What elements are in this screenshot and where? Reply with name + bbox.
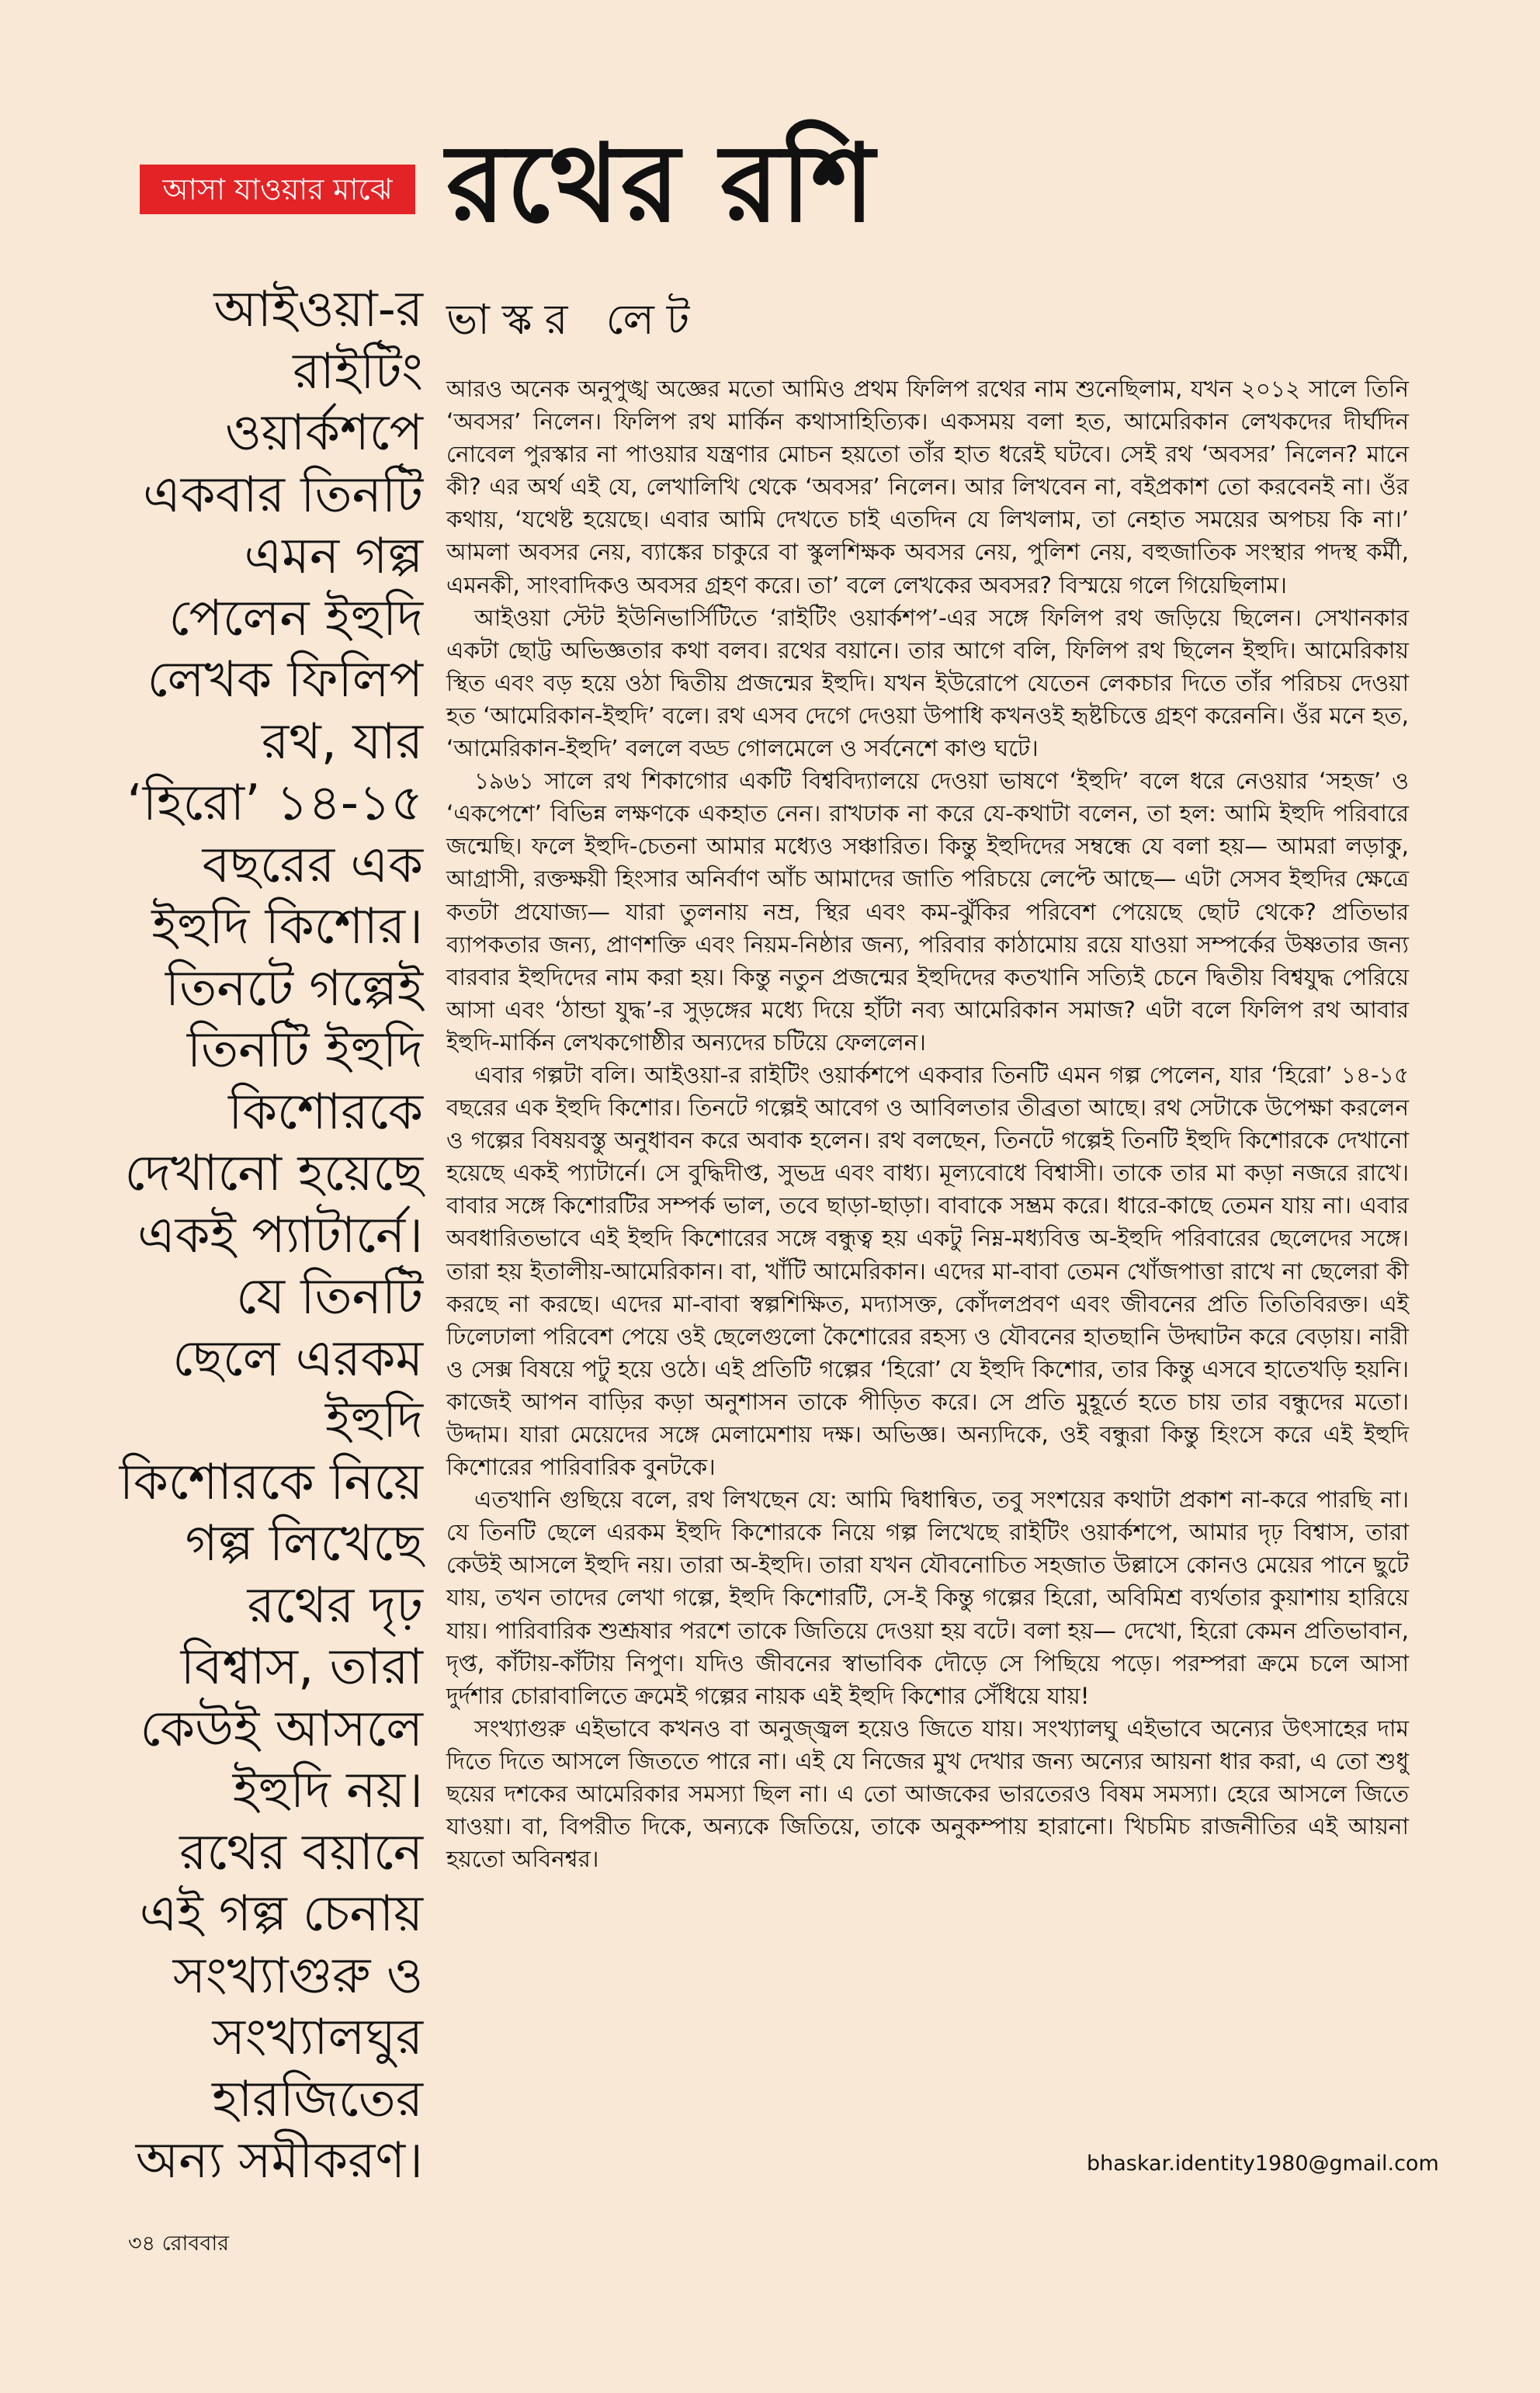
article-body (446, 373, 1409, 1875)
page-folio: ৩৪ রোববার (128, 2232, 230, 2256)
article-paragraph: আইওয়া স্টেট ইউনিভার্সিটিতে ‘রাইটিং ওয়ার্কশপ’-এর সঙ্গে ফিলিপ রথ জড়িয়ে ছিলেন। সেখানকার একটা ছোট্ট অভিজ্ঞতার কথা বলব। রথের বয়ানে। তার আগে বলি, ফিলিপ রথ ছিলেন ইহুদি। আমেরিকায় স্থিত এবং বড় হয়ে ওঠা দ্বিতীয় প্রজন্মের ইহুদি। যখন ইউরোপে যেতেন লেকচার দিতে তাঁর পরিচয় দেওয়া হত ‘আমেরিকান-ইহুদি’ বলে। রথ এসব দেগে দেওয়া উপাধি কখনওই হৃষ্টচিত্তে গ্রহণ করেননি। ওঁর মনে হত, ‘আমেরিকান-ইহুদি’ বললে বড্ড গোলমেলে ও সর্বনেশে কাণ্ড ঘটে। (446, 604, 1409, 762)
article-paragraph: আরও অনেক অনুপুঙ্খ অজ্ঞের মতো আমিও প্রথম ফিলিপ রথের নাম শুনেছিলাম, যখন ২০১২ সালে তিনি ‘অবসর’ নিলেন। ফিলিপ রথ মার্কিন কথাসাহিত্যিক। একসময় বলা হত, আমেরিকান লেখকদের দীর্ঘদিন নোবেল পুরস্কার না পাওয়ার যন্ত্রণার মোচন হয়তো তাঁর হাত ধরেই ঘটবে। সেই রথ ‘অবসর’ নিলেন? মানে কী? এর অর্থ এই যে, লেখালিখি থেকে ‘অবসর’ নিলেন। আর লিখবেন না, বইপ্রকাশ তো করবেনই না। ওঁর কথায়, ‘যথেষ্ট হয়েছে। এবার আমি দেখতে চাই এতদিন যে লিখলাম, তা নেহাত সময়ের অপচয় কি না।’ আমলা অবসর নেয়, ব্যাঙ্কের চাকুরে বা স্কুলশিক্ষক অবসর নেয়, পুলিশ নেয়, বহুজাতিক সংস্থার পদস্থ কর্মী, এমনকী, সাংবাদিকও অবসর গ্রহণ করে। তা’ বলে লেখকের অবসর? বিস্ময়ে গলে গিয়েছিলাম। (446, 376, 1409, 598)
byline: ভাস্কর লেট (446, 295, 702, 344)
article-paragraph: এবার গল্পটা বলি। আইওয়া-র রাইটিং ওয়ার্কশপে একবার তিনটি এমন গল্প পেলেন, যার ‘হিরো’ ১৪-১৫ বছরের এক ইহুদি কিশোর। তিনটে গল্পেই আবেগ ও আবিলতার তীব্রতা আছে। রথ সেটাকে উপেক্ষা করলেন ও গল্পের বিষয়বস্তু অনুধাবন করে অবাক হলেন। রথ বলছেন, তিনটে গল্পেই তিনটি ইহুদি কিশোরকে দেখানো হয়েছে একই প্যাটার্নে। সে বুদ্ধিদীপ্ত, সুভদ্র এবং বাধ্য। মূল্যবোধে বিশ্বাসী। তাকে তার মা কড়া নজরে রাখে। বাবার সঙ্গে কিশোরটির সম্পর্ক ভাল, তবে ছাড়া-ছাড়া। বাবাকে সম্ভ্রম করে। ধারে-কাছে তেমন যায় না। এবার অবধারিতভাবে এই ইহুদি কিশোরের সঙ্গে বন্ধুত্ব হয় একটু নিম্ন-মধ্যবিত্ত অ-ইহুদি পরিবারের ছেলেদের সঙ্গে। তারা হয় ইতালীয়-আমেরিকান। বা, খাঁটি আমেরিকান। এদের মা-বাবা তেমন খোঁজপাত্তা রাখে না ছেলেরা কী করছে না করছে। এদের মা-বাবা স্বল্পশিক্ষিত, মদ্যাসক্ত, কোঁদলপ্রবণ এবং জীবনের প্রতি তিতিবিরক্ত। এই ঢিলেঢালা পরিবেশ পেয়ে ওই ছেলেগুলো কৈশোরের রহস্য ও যৌবনের হাতছানি উদ্ঘাটন করে বেড়ায়। নারী ও সেক্স বিষয়ে পটু হয়ে ওঠে। এই প্রতিটি গল্পের ‘হিরো’ যে ইহুদি কিশোর, তার কিন্তু এসবে হাতেখড়ি হয়নি। কাজেই আপন বাড়ির কড়া অনুশাসন তাকে পীড়িত করে। সে প্রতি মুহূর্তে হতে চায় তার বন্ধুদের মতো। উদ্দাম। যারা মেয়েদের সঙ্গে মেলামেশায় দক্ষ। অভিজ্ঞ। অন্যদিকে, ওই বন্ধুরা কিন্তু হিংসে করে এই ইহুদি কিশোরের পারিবারিক বুনটকে। (446, 1061, 1409, 1481)
article-paragraph: এতখানি গুছিয়ে বলে, রথ লিখছেন যে: আমি দ্বিধান্বিত, তবু সংশয়ের কথাটা প্রকাশ না-করে পারছি না। যে তিনটি ছেলে এরকম ইহুদি কিশোরকে নিয়ে গল্প লিখেছে রাইটিং ওয়ার্কশপে, আমার দৃঢ় বিশ্বাস, তারা কেউই আসলে ইহুদি নয়। তারা অ-ইহুদি। তারা যখন যৌবনোচিত সহজাত উল্লাসে কোনও মেয়ের পানে ছুটে যায়, তখন তাদের লেখা গল্পে, ইহুদি কিশোরটি, সে-ই কিন্তু গল্পের হিরো, অবিমিশ্র ব্যর্থতার কুয়াশায় হারিয়ে যায়। পারিবারিক শুশ্রূষার পরশে তাকে জিতিয়ে দেওয়া হয় বটে। বলা হয়— দেখো, হিরো কেমন প্রতিভাবান, দৃপ্ত, কাঁটায়-কাঁটায় নিপুণ। যদিও জীবনের স্বাভাবিক দৌড়ে সে পিছিয়ে পড়ে। পরম্পরা ক্রমে চলে আসা দুর্দশার চোরাবালিতে ক্রমেই গল্পের নায়ক এই ইহুদি কিশোর সেঁধিয়ে যায়! (446, 1486, 1409, 1709)
article-paragraph: ১৯৬১ সালে রথ শিকাগোর একটি বিশ্ববিদ্যালয়ে দেওয়া ভাষণে ‘ইহুদি’ বলে ধরে নেওয়ার ‘সহজ’ ও ‘একপেশে’ বিভিন্ন লক্ষণকে একহাত নেন। রাখঢাক না করে যে-কথাটা বলেন, তা হল: আমি ইহুদি পরিবারে জন্মেছি। ফলে ইহুদি-চেতনা আমার মধ্যেও সঞ্চারিত। কিন্তু ইহুদিদের সম্বন্ধে যে বলা হয়— আমরা লড়াকু, আগ্রাসী, রক্তক্ষয়ী হিংসার অনির্বাণ আঁচ আমাদের জাতি পরিচয়ে লেপ্টে আছে— এটা সেসব ইহুদির ক্ষেত্রে কতটা প্রযোজ্য— যারা তুলনায় নম্র, স্থির এবং কম-ঝুঁকির পরিবেশ পেয়েছে ছোট থেকে? প্রতিভার ব্যাপকতার জন্য, প্রাণশক্তি এবং নিয়ম-নিষ্ঠার জন্য, পরিবার কাঠামোয় রয়ে যাওয়া সম্পর্কের উষ্ণতার জন্য বারবার ইহুদিদের নাম করা হয়। কিন্তু নতুন প্রজন্মের ইহুদিদের কতখানি সত্যিই চেনে দ্বিতীয় বিশ্বযুদ্ধ পেরিয়ে আসা এবং ‘ঠান্ডা যুদ্ধ’-র সুড়ঙ্গের মধ্যে দিয়ে হাঁটা নব্য আমেরিকান সমাজ? এটা বলে ফিলিপ রথ আবার ইহুদি-মার্কিন লেখকগোষ্ঠীর অন্যদের চটিয়ে ফেললেন। (446, 768, 1409, 1056)
headline: রথের রশি (446, 121, 876, 246)
column-tag: আসা যাওয়ার মাঝে (140, 165, 415, 214)
pull-quote: আইওয়া-র রাইটিং ওয়ার্কশপে একবার তিনটি এমন গল্প পেলেন ইহুদি লেখক ফিলিপ রথ, যার ‘হিরো’ ১৪-১৫ বছরের এক ইহুদি কিশোর। তিনটে গল্পেই তিনটি ইহুদি কিশোরকে দেখানো হয়েছে একই প্যাটার্নে। যে তিনটি ছেলে এরকম ইহুদি কিশোরকে নিয়ে গল্প লিখেছে রথের দৃঢ় বিশ্বাস, তারা কেউই আসলে ইহুদি নয়। রথের বয়ানে এই গল্প চেনায় সংখ্যাগুরু ও সংখ্যালঘুর হারজিতের অন্য সমীকরণ। (119, 281, 423, 2190)
author-email: bhaskar.identity1980@gmail.com (1087, 2152, 1439, 2176)
article-paragraph: সংখ্যাগুরু এইভাবে কখনও বা অনুজ্জ্বল হয়েও জিতে যায়। সংখ্যালঘু এইভাবে অন্যের উৎসাহের দাম দিতে দিতে আসলে জিততে পারে না। এই যে নিজের মুখ দেখার জন্য অন্যের আয়না ধার করা, এ তো শুধু ছয়ের দশকের আমেরিকার সমস্যা ছিল না। এ তো আজকের ভারতেরও বিষম সমস্যা। হেরে আসলে জিতে যাওয়া। বা, বিপরীত দিকে, অন্যকে জিতিয়ে, তাকে অনুকম্পায় হারানো। খিচমিচ রাজনীতির এই আয়না হয়তো অবিনশ্বর। (446, 1715, 1409, 1873)
